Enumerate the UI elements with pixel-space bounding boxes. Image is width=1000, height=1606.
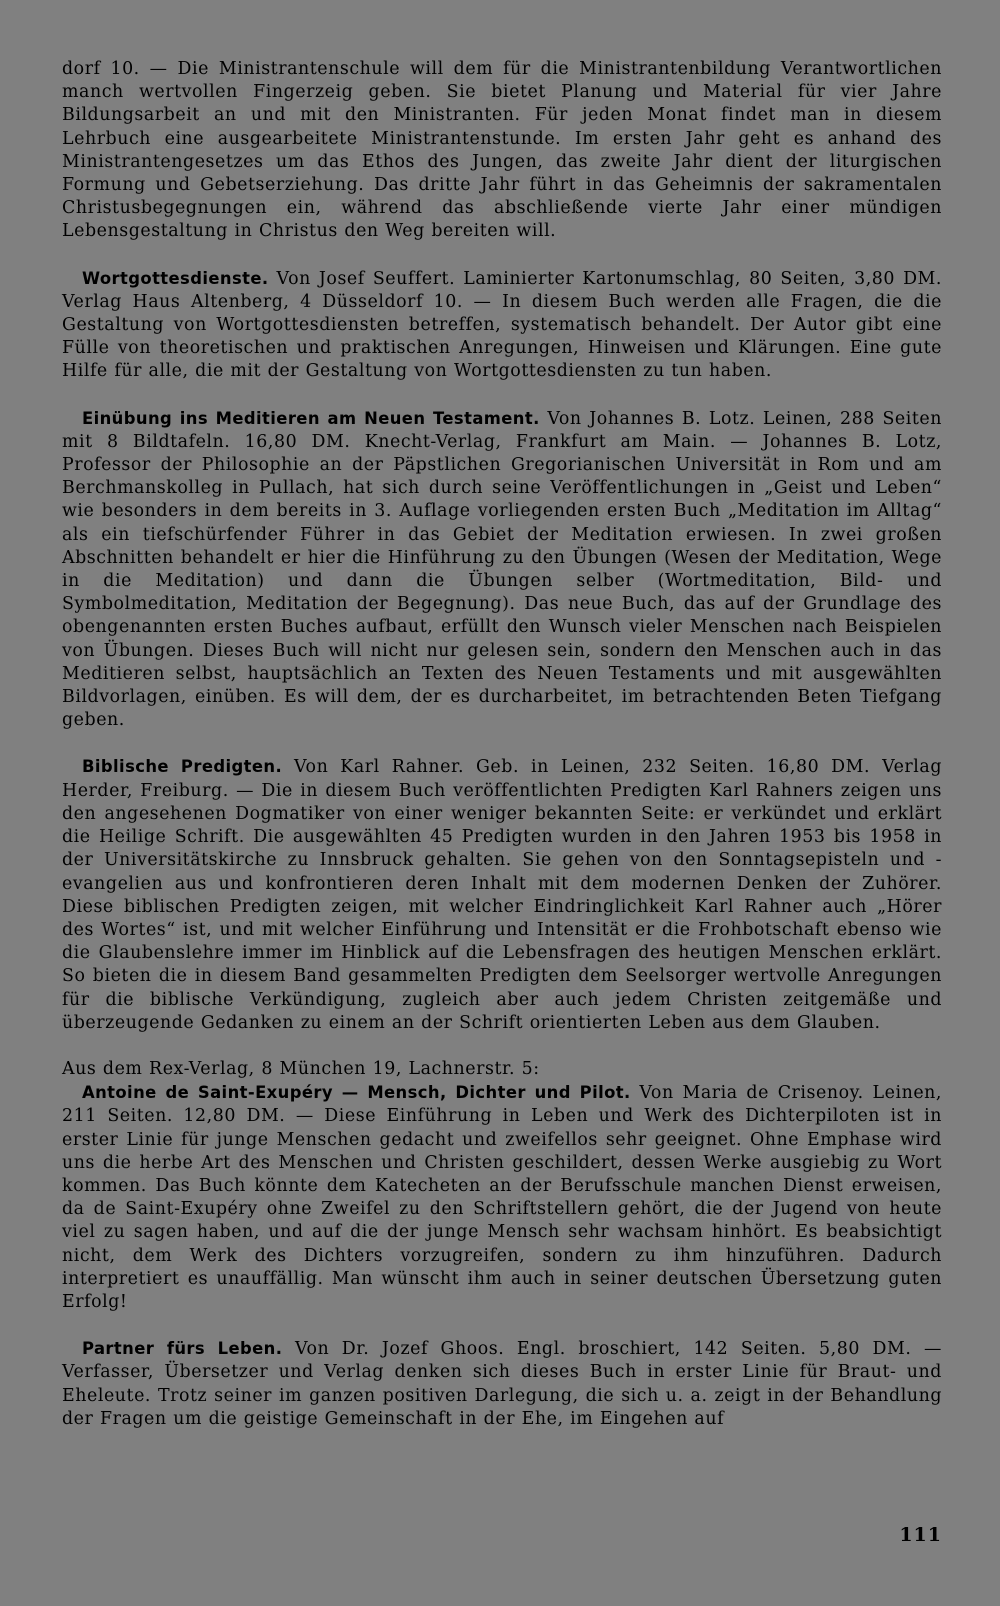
review-text: Von Dr. Jozef Ghoos. Engl. broschiert, 142 Seiten. 5,80 DM. — Verfasser, Übersetzer und Verlag denken sich dieses Buch in erster Linie für Braut- und Eheleute. Trotz seiner im ganzen positiven Darlegung, die sich u. a. zeigt in der Behandlung der Fragen um die geistige Gemeinschaft in der Ehe, im Eingehen auf bbox=[62, 1339, 942, 1429]
review-text: Von Josef Seuffert. Laminierter Kartonumschlag, 80 Seiten, 3,80 DM. Verlag Haus Altenberg, 4 Düsseldorf 10. — In diesem Buch werden alle Fragen, die die Gestaltung von Wortgottesdiensten betreffen, systematisch behandelt. Der Autor gibt eine Fülle von theoretischen und praktischen Anregungen, Hinweisen und Klärungen. Eine gute Hilfe für alle, die mit der Gestaltung von Wortgottesdiensten zu tun haben. bbox=[62, 268, 942, 382]
publisher-line: Aus dem Rex-Verlag, 8 München 19, Lachnerstr. 5: bbox=[62, 1058, 540, 1079]
review-title: Wortgottesdienste. bbox=[82, 268, 269, 288]
review-wortgottesdienste bbox=[62, 267, 942, 384]
review-text: Von Maria de Crisenoy. Leinen, 211 Seiten. 12,80 DM. — Diese Einführung in Leben und Werk des Dichterpiloten ist in erster Linie für junge Menschen gedacht und zweifellos sehr geeignet. Ohne Emphase wird uns die herbe Art des Menschen und Christen geschildert, dessen Werke ausgiebig zu Wort kommen. Das Buch könnte dem Katecheten an der Berufsschule manchen Dienst erweisen, da de Saint-Exupéry ohne Zweifel zu den Schriftstellern gehört, die der Jugend von heute viel zu sagen haben, und auf die der junge Mensch sehr wachsam hinhört. Es beabsichtigt nicht, dem Werk des Dichters vorzugreifen, sondern zu ihm hinzuführen. Dadurch interpretiert es unauffällig. Man wünscht ihm auch in seiner deutschen Übersetzung guten Erfolg! bbox=[62, 1083, 942, 1312]
review-text: Von Karl Rahner. Geb. in Leinen, 232 Seiten. 16,80 DM. Verlag Herder, Freiburg. — Die in diesem Buch veröffentlichten Predigten Karl Rahners zeigen uns den angesehenen Dogmatiker von einer weniger bekannten Seite: er verkündet und erklärt die Heilige Schrift. Die ausgewählten 45 Predigten wurden in den Jahren 1953 bis 1958 in der Universitätskirche zu Innsbruck gehalten. Sie gehen von den Sonntagsepisteln und -evangelien aus und konfrontieren deren Inhalt mit dem modernen Denken der Zuhörer. Diese biblischen Predigten zeigen, mit welcher Eindringlichkeit Karl Rahner auch „Hörer des Wortes“ ist, und mit welcher Einführung und Intensität er die Frohbotschaft ebenso wie die Glaubenslehre immer im Hinblick auf die Lebensfragen des heutigen Menschen erklärt. So bieten die in diesem Band gesammelten Predigten dem Seelsorger wertvolle Anregungen für die biblische Verkündigung, zugleich aber auch jedem Christen zeitgemäße und überzeugende Gedanken zu einem an der Schrift orientierten Leben aus dem Glauben. bbox=[62, 757, 942, 1033]
page-number: 111 bbox=[899, 1524, 942, 1546]
review-biblische-predigten bbox=[62, 755, 942, 1034]
review-title: Partner fürs Leben. bbox=[82, 1339, 283, 1359]
review-text: Von Johannes B. Lotz. Leinen, 288 Seiten mit 8 Bildtafeln. 16,80 DM. Knecht-Verlag, Frankfurt am Main. — Johannes B. Lotz, Professor der Philosophie an der Päpstlichen Gregorianischen Universität in Rom und am Berchmanskolleg in Pullach, hat sich durch seine Veröffentlichungen in „Geist und Leben“ wie besonders in dem bereits in 3. Auflage vorliegenden ersten Buch „Meditation im Alltag“ als ein tiefschürfender Führer in das Gebiet der Meditation erwiesen. In zwei großen Abschnitten behandelt er hier die Hinführung zu den Übungen (Wesen der Meditation, Wege in die Meditation) und dann die Übungen selber (Wortmeditation, Bild- und Symbolmeditation, Meditation der Begegnung). Das neue Buch, das auf der Grundlage des obengenannten ersten Buches aufbaut, erfüllt den Wunsch vieler Menschen nach Beispielen von Übungen. Dieses Buch will nicht nur gelesen sein, sondern den Menschen auch in das Meditieren selbst, hauptsächlich an Texten des Neuen Testaments und mit ausgewählten Bildvorlagen, einüben. Es will dem, der es durcharbeitet, im betrachtenden Beten Tiefgang geben. bbox=[62, 408, 942, 731]
intro-paragraph: dorf 10. — Die Ministrantenschule will dem für die Ministrantenbildung Verantwortlichen manch wertvollen Fingerzeig geben. Sie bietet Planung und Material für vier Jahre Bildungsarbeit an und mit den Ministranten. Für jeden Monat findet man in diesem Lehrbuch eine ausgearbeitete Ministrantenstunde. Im ersten Jahr geht es anhand des Ministrantengesetzes um das Ethos des Jungen, das zweite Jahr dient der liturgischen Formung und Gebetserziehung. Das dritte Jahr führt in das Geheimnis der sakramentalen Christusbegegnungen ein, während das abschließende vierte Jahr einer mündigen Lebensgestaltung in Christus den Weg bereiten will. bbox=[62, 59, 942, 242]
review-title: Einübung ins Meditieren am Neuen Testament. bbox=[82, 408, 540, 428]
review-title: Antoine de Saint-Exupéry — Mensch, Dichter und Pilot. bbox=[82, 1083, 631, 1103]
review-title: Biblische Predigten. bbox=[82, 757, 283, 777]
text-column bbox=[62, 58, 942, 1431]
review-einuebung-meditieren bbox=[62, 407, 942, 733]
review-saint-exupery bbox=[62, 1081, 942, 1314]
review-partner-fuers-leben bbox=[62, 1337, 942, 1431]
